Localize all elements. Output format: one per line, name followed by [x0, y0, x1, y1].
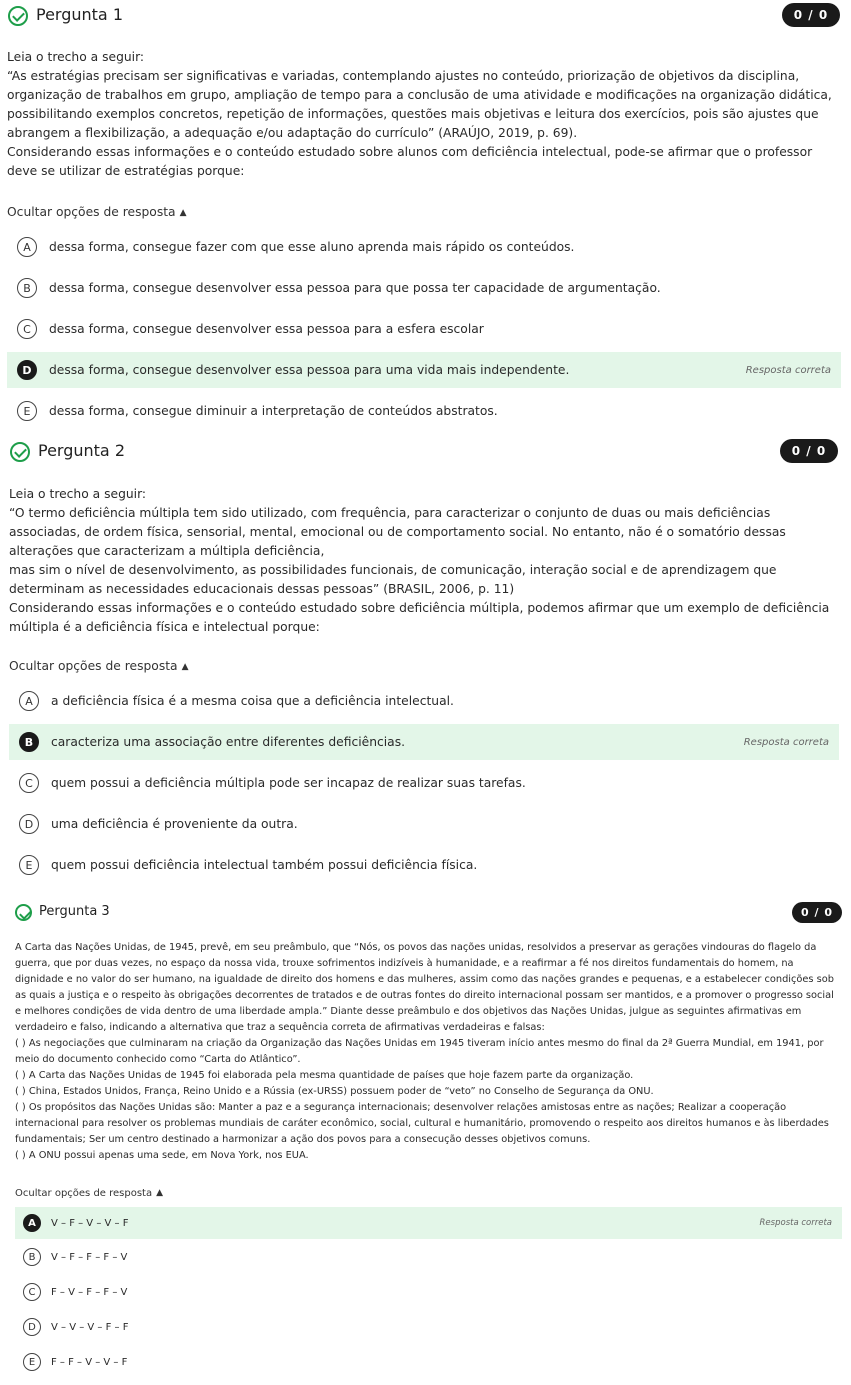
hide-options-label: Ocultar opções de resposta	[9, 659, 178, 673]
option-text: dessa forma, consegue desenvolver essa pessoa para uma vida mais independente.	[49, 363, 570, 377]
hide-options-label: Ocultar opções de resposta	[15, 1188, 153, 1199]
option-c[interactable]	[9, 765, 839, 801]
option-b[interactable]	[15, 1241, 842, 1273]
hide-options-toggle[interactable]	[15, 1188, 163, 1199]
option-letter: B	[17, 278, 37, 298]
option-d[interactable]	[15, 1311, 842, 1343]
hide-options-toggle[interactable]	[7, 205, 187, 219]
option-text: dessa forma, consegue diminuir a interpretação de conteúdos abstratos.	[49, 404, 498, 418]
stem-paragraph: A Carta das Nações Unidas, de 1945, prevê, em seu preâmbulo, que “Nós, os povos das nações unidas, resolvidos a preservar as gerações vindouras do flagelo da guerra, que por duas vezes, no espaço da nossa vida, trouxe sofrimentos indizíveis à humanidade, e a reafirmar a fé nos direitos fundamentais do homem, na dignidade e no valor do ser humano, na igualdade de direito dos homens e das mulheres, assim como das nações grandes e pequenas, e a estabelecer condições sob as quais a justiça e o respeito às obrigações decorrentes de tratados e de outras fontes do direito internacional possam ser mantidos, e a promover o progresso social e melhores condições de vida dentro de uma liberdade ampla.” Diante desse preâmbulo e dos objetivos das Nações Unidas, julgue as seguintes afirmativas em verdadeiro e falso, indicando a alternativa que traz a sequência correta de afirmativas verdadeiras e falsas:	[15, 942, 834, 1033]
option-text: caracteriza uma associação entre diferentes deficiências.	[51, 735, 406, 749]
option-letter: E	[23, 1353, 41, 1371]
option-e[interactable]	[9, 847, 839, 883]
check-circle-icon	[15, 904, 32, 921]
option-text: F – F – V – V – F	[51, 1356, 128, 1368]
stem-paragraph: mas sim o nível de desenvolvimento, as possibilidades funcionais, de comunicação, interação social e de aprendizagem que determinam as necessidades educacionais dessas pessoas” (BRASIL, 2006, p. 11)	[9, 563, 777, 596]
option-text: a deficiência física é a mesma coisa que a deficiência intelectual.	[51, 694, 454, 708]
option-text: quem possui a deficiência múltipla pode ser incapaz de realizar suas tarefas.	[51, 776, 526, 790]
chevron-up-icon: ▲	[179, 208, 187, 218]
score-badge: 0 / 0	[792, 902, 842, 923]
option-text: dessa forma, consegue fazer com que esse aluno aprenda mais rápido os conteúdos.	[49, 240, 575, 254]
correct-answer-tag: Resposta correta	[759, 1218, 832, 1228]
option-d[interactable]	[7, 352, 841, 388]
option-d[interactable]	[9, 806, 839, 842]
question-stem	[15, 940, 837, 1164]
option-c[interactable]	[7, 311, 841, 347]
stem-paragraph: ( ) As negociações que culminaram na criação da Organização das Nações Unidas em 1945 tiveram início antes mesmo do final da 2ª Guerra Mundial, em 1941, por meio do documento conhecido como “Carta do Atlântico”.	[15, 1038, 824, 1065]
option-e[interactable]	[15, 1346, 842, 1378]
score-badge: 0 / 0	[782, 3, 840, 27]
question-stem	[7, 48, 841, 181]
stem-paragraph: ( ) Os propósitos das Nações Unidas são: Manter a paz e a segurança internacionais; desenvolver relações amistosas entre as nações; Realizar a cooperação internacional para resolver os problemas mundiais de caráter econômico, social, cultural e humanitário, promovendo o respeito aos direitos humanos e às liberdades fundamentais; Ser um centro destinado a harmonizar a ação dos povos para a consecução desses objetivos comuns.	[15, 1102, 829, 1145]
option-letter: A	[17, 237, 37, 257]
option-letter: A	[19, 691, 39, 711]
question-title: Pergunta 3	[39, 904, 110, 919]
option-letter: E	[19, 855, 39, 875]
check-circle-icon	[8, 6, 28, 26]
option-letter: D	[23, 1318, 41, 1336]
option-a[interactable]	[15, 1207, 842, 1239]
option-letter: C	[23, 1283, 41, 1301]
option-a[interactable]	[7, 229, 841, 265]
stem-paragraph: ( ) A Carta das Nações Unidas de 1945 foi elaborada pela mesma quantidade de países que hoje fazem parte da organização.	[15, 1070, 634, 1081]
question-title: Pergunta 2	[38, 441, 125, 460]
option-e[interactable]	[7, 393, 841, 429]
correct-answer-tag: Resposta correta	[745, 364, 831, 376]
option-letter: B	[23, 1248, 41, 1266]
option-letter: E	[17, 401, 37, 421]
option-c[interactable]	[15, 1276, 842, 1308]
stem-paragraph: ( ) A ONU possui apenas uma sede, em Nova York, nos EUA.	[15, 1150, 309, 1161]
check-circle-icon	[10, 442, 30, 462]
option-b[interactable]	[7, 270, 841, 306]
stem-paragraph: Considerando essas informações e o conteúdo estudado sobre alunos com deficiência intelectual, pode-se afirmar que o professor deve se utilizar de estratégias porque:	[7, 145, 813, 178]
option-letter: D	[19, 814, 39, 834]
stem-paragraph: “O termo deficiência múltipla tem sido utilizado, com frequência, para caracterizar o conjunto de duas ou mais deficiências associadas, de ordem física, sensorial, mental, emocional ou de comportamento social. No entanto, não é o somatório dessas alterações que caracterizam a múltipla deficiência,	[9, 506, 786, 558]
option-letter: D	[17, 360, 37, 380]
stem-paragraph: Considerando essas informações e o conteúdo estudado sobre deficiência múltipla, podemos afirmar que um exemplo de deficiência múltipla é a deficiência física e intelectual porque:	[9, 601, 830, 634]
option-b[interactable]	[9, 724, 839, 760]
stem-paragraph: Leia o trecho a seguir:	[9, 487, 147, 501]
option-text: V – F – F – F – V	[51, 1251, 128, 1263]
chevron-up-icon: ▲	[156, 1188, 164, 1198]
option-letter: B	[19, 732, 39, 752]
hide-options-toggle[interactable]	[9, 659, 189, 673]
option-text: F – V – F – F – V	[51, 1286, 128, 1298]
option-a[interactable]	[9, 683, 839, 719]
option-text: V – F – V – V – F	[51, 1217, 129, 1229]
option-letter: C	[19, 773, 39, 793]
option-text: uma deficiência é proveniente da outra.	[51, 817, 298, 831]
option-letter: C	[17, 319, 37, 339]
option-text: dessa forma, consegue desenvolver essa pessoa para que possa ter capacidade de argumentação.	[49, 281, 661, 295]
hide-options-label: Ocultar opções de resposta	[7, 205, 176, 219]
chevron-up-icon: ▲	[181, 662, 189, 672]
option-text: dessa forma, consegue desenvolver essa pessoa para a esfera escolar	[49, 322, 484, 336]
stem-paragraph: “As estratégias precisam ser significativas e variadas, contemplando ajustes no conteúdo, priorização de objetivos da disciplina, organização de trabalhos em grupo, ampliação de tempo para a conclusão de uma atividade e modificações na organização didática, possibilitando exemplos concretos, repetição de informações, questões mais objetivas e leitura dos exercícios, pois são ajustes que abrangem a flexibilização, a adequação e/ou adaptação do currículo” (ARAÚJO, 2019, p. 69).	[7, 69, 832, 140]
question-stem	[9, 485, 839, 637]
stem-paragraph: ( ) China, Estados Unidos, França, Reino Unido e a Rússia (ex-URSS) possuem poder de “veto” no Conselho de Segurança da ONU.	[15, 1086, 654, 1097]
option-text: quem possui deficiência intelectual também possui deficiência física.	[51, 858, 478, 872]
option-text: V – V – V – F – F	[51, 1321, 129, 1333]
question-title: Pergunta 1	[36, 5, 123, 24]
correct-answer-tag: Resposta correta	[743, 736, 829, 748]
option-letter: A	[23, 1214, 41, 1232]
stem-paragraph: Leia o trecho a seguir:	[7, 50, 145, 64]
score-badge: 0 / 0	[780, 439, 838, 463]
